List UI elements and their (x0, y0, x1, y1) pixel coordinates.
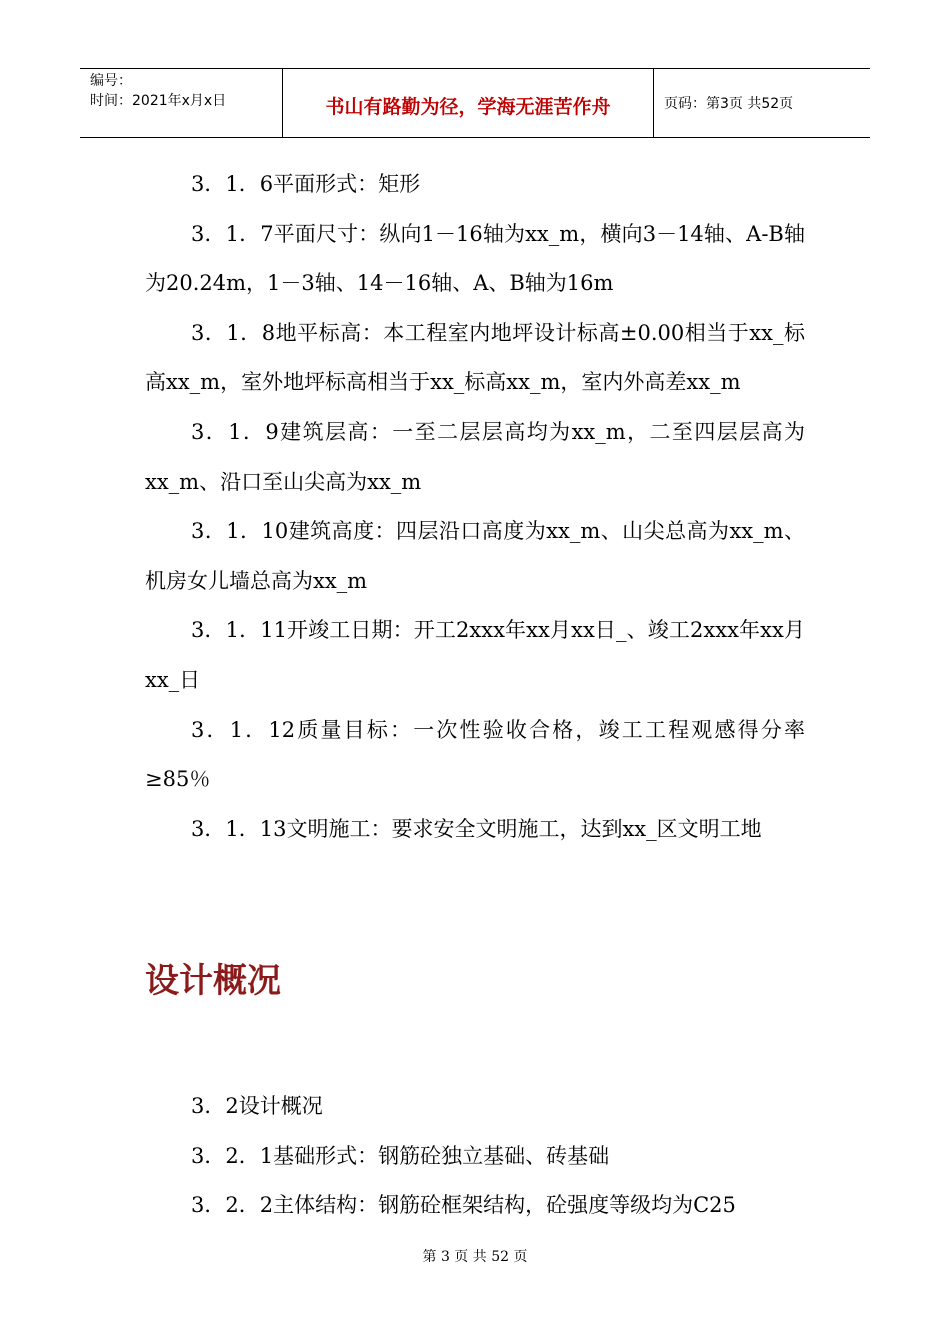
header-meta (80, 69, 282, 137)
document-time-label: 时间：2021年x月x日 (90, 93, 227, 109)
paragraph: 3．1．11开竣工日期：开工2xxx年xx月xx日_、竣工2xxx年xx月xx_日 (145, 618, 805, 692)
page-footer: 第 3 页 共 52 页 (422, 1249, 528, 1265)
paragraph: 3．2设计概况 (191, 1094, 323, 1118)
header-motto: 书山有路勤为径，学海无涯苦作舟 (282, 69, 654, 137)
header-page-indicator: 页码：第3页 共52页 (664, 96, 794, 112)
body-text-section (145, 160, 805, 854)
paragraph: 3．1．6平面形式：矩形 (191, 172, 421, 196)
design-overview-section (145, 1082, 805, 1231)
paragraph: 3．1．10建筑高度：四层沿口高度为xx_m、山尖总高为xx_m、机房女儿墙总高为xx_m (145, 519, 805, 593)
paragraph: 3．1．9建筑层高：一至二层层高均为xx_m，二至四层层高为xx_m、沿口至山尖高为xx_m (145, 419, 805, 494)
paragraph: 3．1．13文明施工：要求安全文明施工，达到xx_区文明工地 (191, 816, 762, 841)
document-number-label: 编号： (90, 73, 132, 89)
paragraph: 3．1．7平面尺寸：纵向1－16轴为xx_m，横向3－14轴、A-B轴为20.24m，1－3轴、14－16轴、A、B轴为16m (145, 221, 805, 296)
paragraph: 3．2．2主体结构：钢筋砼框架结构，砼强度等级均为C25 (191, 1193, 736, 1218)
paragraph: 3．1．12质量目标：一次性验收合格，竣工工程观感得分率≥85％ (145, 717, 805, 792)
section-heading: 设计概况 (145, 961, 281, 1001)
paragraph: 3．1．8地平标高：本工程室内地坪设计标高±0.00相当于xx_标高xx_m，室外地坪标高相当于xx_标高xx_m，室内外高差xx_m (145, 320, 805, 395)
paragraph: 3．2．1基础形式：钢筋砼独立基础、砖基础 (191, 1143, 610, 1168)
page-header (80, 68, 870, 138)
